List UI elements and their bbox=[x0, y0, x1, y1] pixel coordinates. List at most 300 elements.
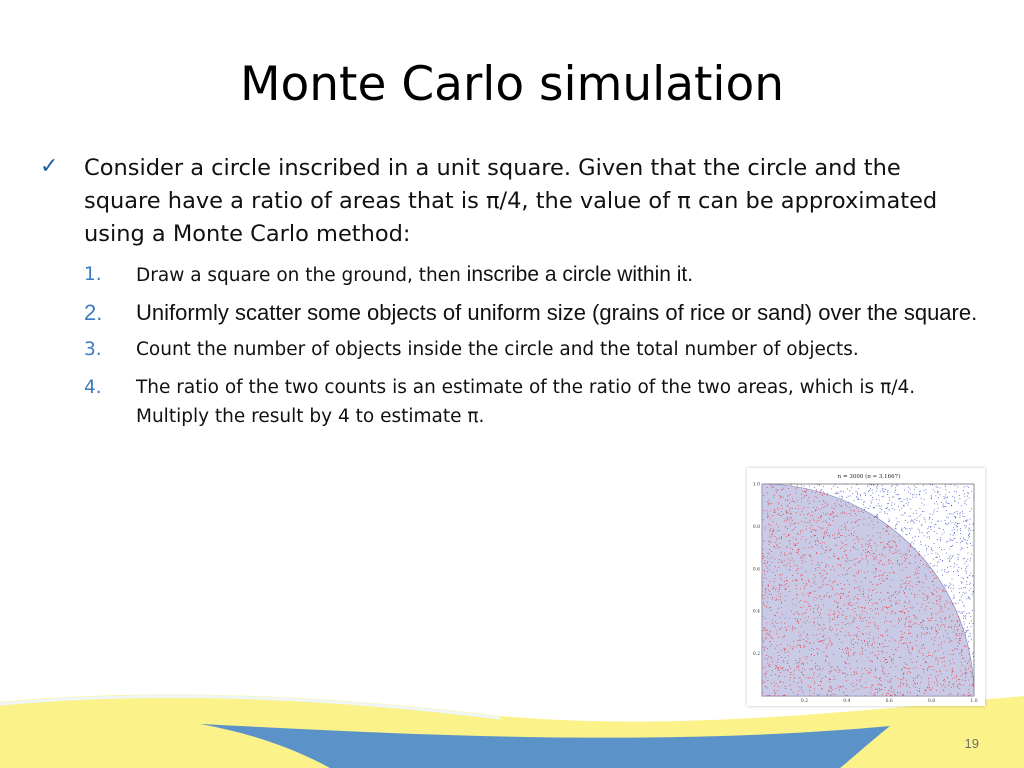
point-inside bbox=[838, 611, 839, 612]
point-outside bbox=[887, 494, 888, 495]
point-inside bbox=[840, 670, 841, 671]
point-inside bbox=[952, 678, 953, 679]
point-inside bbox=[895, 592, 896, 593]
point-inside bbox=[863, 550, 864, 551]
point-inside bbox=[784, 553, 785, 554]
point-inside bbox=[833, 694, 834, 695]
point-inside bbox=[801, 626, 802, 627]
point-inside bbox=[807, 663, 808, 664]
point-outside bbox=[876, 486, 877, 487]
point-outside bbox=[877, 517, 878, 518]
point-inside bbox=[855, 618, 856, 619]
point-outside bbox=[797, 485, 798, 486]
point-outside bbox=[961, 568, 962, 569]
point-outside bbox=[957, 557, 958, 558]
point-outside bbox=[877, 516, 878, 517]
point-outside bbox=[967, 486, 968, 487]
point-inside bbox=[869, 598, 870, 599]
point-inside bbox=[845, 624, 846, 625]
point-inside bbox=[818, 517, 819, 518]
point-inside bbox=[879, 554, 880, 555]
point-inside bbox=[936, 690, 937, 691]
point-outside bbox=[898, 506, 899, 507]
point-inside bbox=[888, 534, 889, 535]
point-inside bbox=[846, 596, 847, 597]
point-inside bbox=[881, 651, 882, 652]
point-inside bbox=[838, 532, 839, 533]
point-inside bbox=[823, 605, 824, 606]
point-inside bbox=[868, 596, 869, 597]
point-inside bbox=[854, 674, 855, 675]
point-inside bbox=[929, 567, 930, 568]
point-inside bbox=[884, 606, 885, 607]
point-inside bbox=[943, 590, 944, 591]
point-inside bbox=[801, 568, 802, 569]
point-inside bbox=[767, 663, 768, 664]
point-inside bbox=[803, 607, 804, 608]
point-inside bbox=[871, 581, 872, 582]
point-inside bbox=[887, 525, 888, 526]
point-inside bbox=[921, 582, 922, 583]
point-outside bbox=[974, 660, 975, 661]
point-inside bbox=[854, 604, 855, 605]
point-inside bbox=[800, 619, 801, 620]
point-outside bbox=[965, 570, 966, 571]
point-inside bbox=[762, 667, 763, 668]
point-outside bbox=[919, 521, 920, 522]
point-outside bbox=[916, 497, 917, 498]
point-inside bbox=[778, 562, 779, 563]
point-inside bbox=[954, 649, 955, 650]
point-inside bbox=[942, 624, 943, 625]
point-inside bbox=[787, 663, 788, 664]
point-inside bbox=[907, 647, 908, 648]
point-inside bbox=[902, 570, 903, 571]
point-inside bbox=[863, 620, 864, 621]
point-inside bbox=[841, 529, 842, 530]
point-inside bbox=[895, 549, 896, 550]
point-inside bbox=[763, 549, 764, 550]
point-inside bbox=[874, 642, 875, 643]
point-inside bbox=[861, 544, 862, 545]
point-inside bbox=[856, 539, 857, 540]
point-inside bbox=[894, 612, 895, 613]
point-inside bbox=[854, 617, 855, 618]
point-inside bbox=[775, 512, 776, 513]
point-inside bbox=[961, 651, 962, 652]
point-inside bbox=[769, 530, 770, 531]
point-inside bbox=[834, 601, 835, 602]
check-icon: ✓ bbox=[40, 154, 59, 179]
point-inside bbox=[873, 637, 874, 638]
point-inside bbox=[773, 572, 774, 573]
point-inside bbox=[913, 624, 914, 625]
point-inside bbox=[902, 610, 903, 611]
point-inside bbox=[887, 652, 888, 653]
point-inside bbox=[815, 535, 816, 536]
x-tick-label: 0.4 bbox=[843, 699, 851, 704]
point-outside bbox=[849, 490, 850, 491]
point-inside bbox=[906, 683, 907, 684]
point-outside bbox=[882, 496, 883, 497]
point-inside bbox=[781, 515, 782, 516]
point-inside bbox=[816, 584, 817, 585]
point-inside bbox=[786, 630, 787, 631]
point-inside bbox=[926, 662, 927, 663]
point-outside bbox=[946, 542, 947, 543]
point-inside bbox=[905, 583, 906, 584]
point-inside bbox=[870, 660, 871, 661]
point-outside bbox=[959, 588, 960, 589]
point-inside bbox=[793, 692, 794, 693]
point-inside bbox=[786, 510, 787, 511]
point-inside bbox=[769, 558, 770, 559]
point-inside bbox=[773, 529, 774, 530]
point-inside bbox=[820, 681, 821, 682]
point-inside bbox=[810, 677, 811, 678]
point-inside bbox=[770, 531, 771, 532]
point-inside bbox=[846, 680, 847, 681]
point-inside bbox=[894, 541, 895, 542]
point-inside bbox=[792, 604, 793, 605]
point-outside bbox=[933, 514, 934, 515]
point-inside bbox=[862, 653, 863, 654]
point-inside bbox=[916, 623, 917, 624]
point-inside bbox=[969, 654, 970, 655]
point-outside bbox=[903, 484, 904, 485]
point-inside bbox=[940, 671, 941, 672]
point-inside bbox=[768, 665, 769, 666]
point-inside bbox=[886, 631, 887, 632]
point-inside bbox=[824, 532, 825, 533]
point-inside bbox=[849, 600, 850, 601]
point-inside bbox=[882, 610, 883, 611]
point-inside bbox=[810, 642, 811, 643]
point-inside bbox=[765, 588, 766, 589]
point-inside bbox=[918, 577, 919, 578]
point-outside bbox=[897, 524, 898, 525]
point-outside bbox=[846, 484, 847, 485]
point-inside bbox=[782, 614, 783, 615]
point-inside bbox=[777, 667, 778, 668]
step-number: 2. bbox=[84, 300, 103, 325]
point-inside bbox=[933, 603, 934, 604]
point-inside bbox=[842, 614, 843, 615]
point-inside bbox=[818, 641, 819, 642]
point-inside bbox=[908, 577, 909, 578]
point-inside bbox=[951, 675, 952, 676]
point-outside bbox=[959, 498, 960, 499]
point-inside bbox=[767, 487, 768, 488]
point-inside bbox=[864, 611, 865, 612]
point-inside bbox=[843, 686, 844, 687]
point-inside bbox=[837, 558, 838, 559]
point-inside bbox=[817, 564, 818, 565]
point-inside bbox=[847, 561, 848, 562]
point-inside bbox=[927, 629, 928, 630]
point-inside bbox=[864, 596, 865, 597]
point-outside bbox=[965, 616, 966, 617]
point-inside bbox=[871, 670, 872, 671]
point-inside bbox=[883, 668, 884, 669]
point-inside bbox=[817, 653, 818, 654]
point-inside bbox=[953, 684, 954, 685]
point-outside bbox=[969, 598, 970, 599]
point-inside bbox=[924, 600, 925, 601]
point-inside bbox=[970, 694, 971, 695]
point-outside bbox=[967, 627, 968, 628]
point-inside bbox=[855, 522, 856, 523]
point-inside bbox=[921, 607, 922, 608]
point-inside bbox=[813, 675, 814, 676]
point-inside bbox=[805, 495, 806, 496]
point-outside bbox=[961, 596, 962, 597]
point-inside bbox=[814, 597, 815, 598]
point-inside bbox=[780, 672, 781, 673]
point-inside bbox=[868, 551, 869, 552]
point-inside bbox=[857, 667, 858, 668]
point-inside bbox=[810, 555, 811, 556]
point-inside bbox=[950, 663, 951, 664]
point-inside bbox=[845, 523, 846, 524]
point-inside bbox=[849, 624, 850, 625]
point-inside bbox=[969, 659, 970, 660]
point-outside bbox=[835, 484, 836, 485]
point-outside bbox=[970, 511, 971, 512]
point-inside bbox=[775, 575, 776, 576]
point-inside bbox=[906, 558, 907, 559]
point-inside bbox=[799, 602, 800, 603]
point-inside bbox=[835, 624, 836, 625]
point-outside bbox=[960, 528, 961, 529]
point-inside bbox=[838, 530, 839, 531]
point-inside bbox=[901, 556, 902, 557]
point-inside bbox=[818, 611, 819, 612]
point-outside bbox=[931, 529, 932, 530]
point-inside bbox=[891, 691, 892, 692]
point-inside bbox=[838, 686, 839, 687]
point-inside bbox=[809, 622, 810, 623]
point-outside bbox=[965, 540, 966, 541]
point-inside bbox=[971, 676, 972, 677]
point-inside bbox=[870, 539, 871, 540]
point-outside bbox=[952, 545, 953, 546]
point-outside bbox=[959, 513, 960, 514]
point-outside bbox=[901, 501, 902, 502]
point-inside bbox=[863, 634, 864, 635]
point-outside bbox=[926, 493, 927, 494]
point-inside bbox=[921, 677, 922, 678]
point-inside bbox=[805, 612, 806, 613]
point-inside bbox=[877, 522, 878, 523]
point-inside bbox=[871, 687, 872, 688]
point-inside bbox=[928, 682, 929, 683]
point-inside bbox=[958, 679, 959, 680]
point-inside bbox=[781, 607, 782, 608]
point-inside bbox=[861, 686, 862, 687]
point-outside bbox=[931, 549, 932, 550]
point-outside bbox=[871, 495, 872, 496]
point-inside bbox=[937, 587, 938, 588]
point-inside bbox=[781, 585, 782, 586]
point-inside bbox=[955, 624, 956, 625]
point-inside bbox=[816, 553, 817, 554]
point-inside bbox=[888, 545, 889, 546]
point-inside bbox=[959, 625, 960, 626]
point-inside bbox=[763, 641, 764, 642]
point-inside bbox=[853, 528, 854, 529]
point-inside bbox=[769, 536, 770, 537]
point-inside bbox=[798, 505, 799, 506]
point-inside bbox=[840, 596, 841, 597]
point-inside bbox=[936, 577, 937, 578]
point-outside bbox=[949, 492, 950, 493]
point-inside bbox=[771, 534, 772, 535]
point-inside bbox=[917, 656, 918, 657]
point-inside bbox=[853, 599, 854, 600]
point-outside bbox=[841, 491, 842, 492]
point-inside bbox=[788, 559, 789, 560]
point-inside bbox=[814, 672, 815, 673]
point-inside bbox=[780, 681, 781, 682]
point-inside bbox=[830, 626, 831, 627]
point-inside bbox=[959, 688, 960, 689]
point-inside bbox=[835, 595, 836, 596]
point-outside bbox=[932, 485, 933, 486]
point-inside bbox=[771, 503, 772, 504]
point-outside bbox=[970, 561, 971, 562]
point-inside bbox=[779, 589, 780, 590]
point-outside bbox=[912, 537, 913, 538]
point-inside bbox=[861, 640, 862, 641]
point-inside bbox=[834, 611, 835, 612]
point-inside bbox=[823, 575, 824, 576]
point-inside bbox=[953, 632, 954, 633]
point-inside bbox=[790, 560, 791, 561]
point-inside bbox=[906, 643, 907, 644]
point-outside bbox=[939, 547, 940, 548]
point-inside bbox=[767, 553, 768, 554]
point-inside bbox=[831, 549, 832, 550]
point-inside bbox=[875, 655, 876, 656]
point-inside bbox=[891, 686, 892, 687]
point-inside bbox=[824, 570, 825, 571]
point-inside bbox=[837, 537, 838, 538]
point-outside bbox=[948, 558, 949, 559]
point-inside bbox=[779, 599, 780, 600]
point-outside bbox=[955, 524, 956, 525]
point-inside bbox=[811, 586, 812, 587]
point-outside bbox=[959, 592, 960, 593]
point-inside bbox=[822, 504, 823, 505]
point-inside bbox=[854, 564, 855, 565]
point-inside bbox=[789, 680, 790, 681]
point-inside bbox=[851, 605, 852, 606]
point-outside bbox=[967, 599, 968, 600]
point-inside bbox=[784, 560, 785, 561]
point-inside bbox=[884, 547, 885, 548]
point-outside bbox=[907, 529, 908, 530]
point-inside bbox=[945, 630, 946, 631]
point-outside bbox=[957, 554, 958, 555]
point-inside bbox=[814, 681, 815, 682]
point-inside bbox=[935, 640, 936, 641]
point-inside bbox=[780, 596, 781, 597]
point-inside bbox=[811, 648, 812, 649]
point-inside bbox=[814, 600, 815, 601]
point-inside bbox=[817, 598, 818, 599]
point-inside bbox=[778, 669, 779, 670]
point-inside bbox=[853, 546, 854, 547]
point-outside bbox=[935, 524, 936, 525]
point-inside bbox=[769, 608, 770, 609]
point-inside bbox=[767, 568, 768, 569]
point-inside bbox=[790, 548, 791, 549]
point-inside bbox=[885, 687, 886, 688]
point-outside bbox=[938, 521, 939, 522]
point-outside bbox=[936, 524, 937, 525]
point-inside bbox=[771, 610, 772, 611]
point-outside bbox=[937, 533, 938, 534]
point-inside bbox=[828, 584, 829, 585]
point-inside bbox=[846, 540, 847, 541]
point-inside bbox=[775, 674, 776, 675]
point-inside bbox=[844, 589, 845, 590]
point-inside bbox=[800, 575, 801, 576]
point-inside bbox=[829, 596, 830, 597]
point-outside bbox=[867, 486, 868, 487]
point-inside bbox=[947, 670, 948, 671]
point-inside bbox=[784, 555, 785, 556]
point-inside bbox=[920, 622, 921, 623]
point-inside bbox=[777, 668, 778, 669]
point-inside bbox=[868, 673, 869, 674]
point-inside bbox=[779, 543, 780, 544]
point-inside bbox=[816, 522, 817, 523]
slide-title: Monte Carlo simulation bbox=[239, 57, 785, 112]
point-outside bbox=[899, 509, 900, 510]
point-inside bbox=[825, 676, 826, 677]
point-inside bbox=[897, 563, 898, 564]
point-inside bbox=[949, 626, 950, 627]
point-outside bbox=[944, 498, 945, 499]
point-inside bbox=[843, 611, 844, 612]
point-outside bbox=[957, 526, 958, 527]
point-outside bbox=[897, 485, 898, 486]
point-inside bbox=[768, 585, 769, 586]
point-inside bbox=[799, 677, 800, 678]
point-inside bbox=[868, 602, 869, 603]
point-inside bbox=[810, 515, 811, 516]
point-inside bbox=[779, 495, 780, 496]
point-inside bbox=[794, 545, 795, 546]
point-outside bbox=[922, 503, 923, 504]
point-inside bbox=[788, 670, 789, 671]
point-inside bbox=[785, 600, 786, 601]
point-inside bbox=[867, 657, 868, 658]
point-outside bbox=[933, 559, 934, 560]
point-inside bbox=[798, 543, 799, 544]
point-inside bbox=[779, 530, 780, 531]
point-outside bbox=[967, 577, 968, 578]
point-inside bbox=[937, 685, 938, 686]
point-inside bbox=[795, 544, 796, 545]
point-inside bbox=[770, 646, 771, 647]
point-inside bbox=[780, 496, 781, 497]
point-inside bbox=[949, 642, 950, 643]
point-inside bbox=[810, 528, 811, 529]
point-outside bbox=[887, 492, 888, 493]
